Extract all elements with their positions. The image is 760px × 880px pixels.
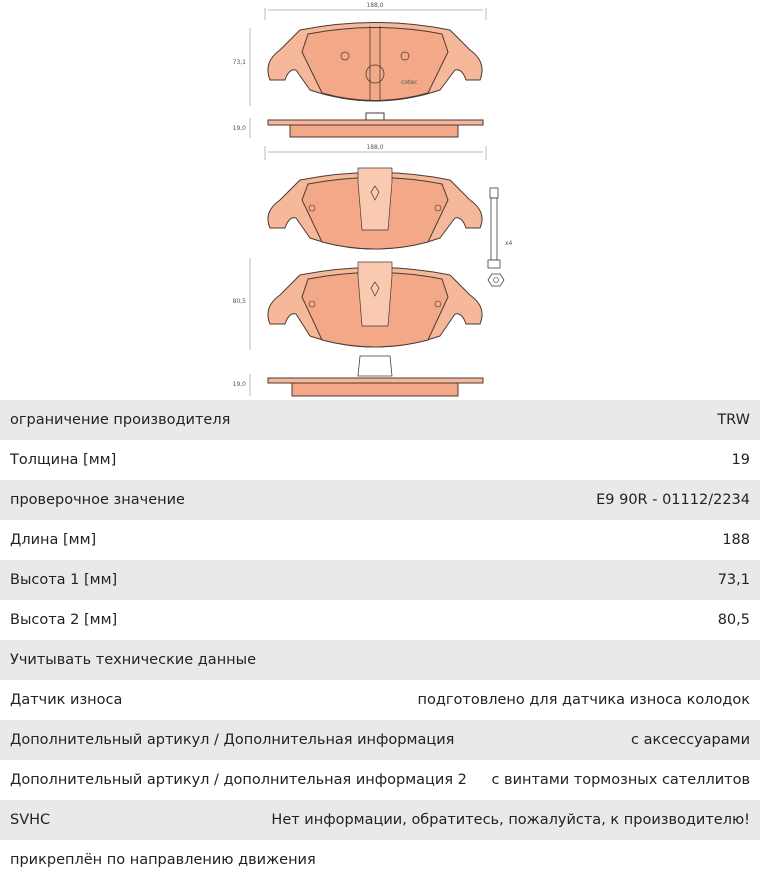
dim-thickness-bottom: 19,0 [232, 381, 246, 388]
dim-width-bottom: 188,0 [366, 144, 384, 151]
bolt-head [490, 188, 498, 198]
spec-row-height-2 [0, 600, 760, 640]
top-pad-side-friction [290, 125, 458, 137]
spec-label: Высота 2 [мм] [10, 612, 118, 628]
dim-width-top: 188,0 [366, 2, 384, 9]
spec-row-svhc [0, 800, 760, 840]
spec-value: Нет информации, обратитесь, пожалуйста, к производителю! [271, 812, 750, 828]
spec-label: Дополнительный артикул / дополнительная информация 2 [10, 772, 467, 788]
spec-label: Высота 1 [мм] [10, 572, 118, 588]
spec-row-direction [0, 840, 760, 880]
spec-value: с аксессуарами [631, 732, 750, 748]
spec-label: прикреплён по направлению движения [10, 852, 316, 868]
spec-row-thickness [0, 440, 760, 480]
spec-row-test-mark [0, 480, 760, 520]
top-pad-friction [302, 28, 448, 101]
spec-label: SVHC [10, 812, 51, 828]
spec-row-manufacturer-restriction [0, 400, 760, 440]
spec-row-wear-sensor [0, 680, 760, 720]
accessory-count: x4 [505, 240, 513, 247]
specifications-table [0, 400, 760, 880]
spec-value: с винтами тормозных сателлитов [491, 772, 750, 788]
spec-label: ограничение производителя [10, 412, 231, 428]
spec-value: TRW [717, 412, 750, 428]
spec-label: проверочное значение [10, 492, 185, 508]
spec-label: Учитывать технические данные [10, 652, 257, 668]
lower-side-clip [358, 356, 392, 376]
cotec-logo: cotec [401, 79, 418, 86]
lower-pad-side-friction [292, 383, 458, 396]
brake-pad-technical-drawing [0, 0, 760, 400]
top-pad-side-backplate [268, 120, 483, 125]
spec-value: 19 [731, 452, 750, 468]
spec-label: Датчик износа [10, 692, 123, 708]
spec-label: Дополнительный артикул / Дополнительная информация [10, 732, 455, 748]
spec-value: 188 [722, 532, 750, 548]
lower-pad-side-backplate [268, 378, 483, 383]
spec-value: 73,1 [717, 572, 750, 588]
spec-value: подготовлено для датчика износа колодок [417, 692, 750, 708]
spec-row-technical-data [0, 640, 760, 680]
lower-pad-clip [358, 262, 392, 326]
spec-label: Длина [мм] [10, 532, 97, 548]
spec-row-additional-info [0, 720, 760, 760]
dim-height-top: 73,1 [232, 59, 246, 66]
dim-height-bottom: 80,5 [232, 298, 246, 305]
spec-row-length [0, 520, 760, 560]
middle-pad-clip [358, 168, 392, 230]
spec-row-height-1 [0, 560, 760, 600]
spec-value: E9 90R - 01112/2234 [596, 492, 750, 508]
brake-pad-diagram [0, 0, 760, 400]
spec-label: Толщина [мм] [10, 452, 117, 468]
spec-value: 80,5 [717, 612, 750, 628]
bolt-shaft [491, 198, 497, 260]
spec-row-additional-info-2 [0, 760, 760, 800]
dim-thickness-top: 19,0 [232, 125, 246, 132]
